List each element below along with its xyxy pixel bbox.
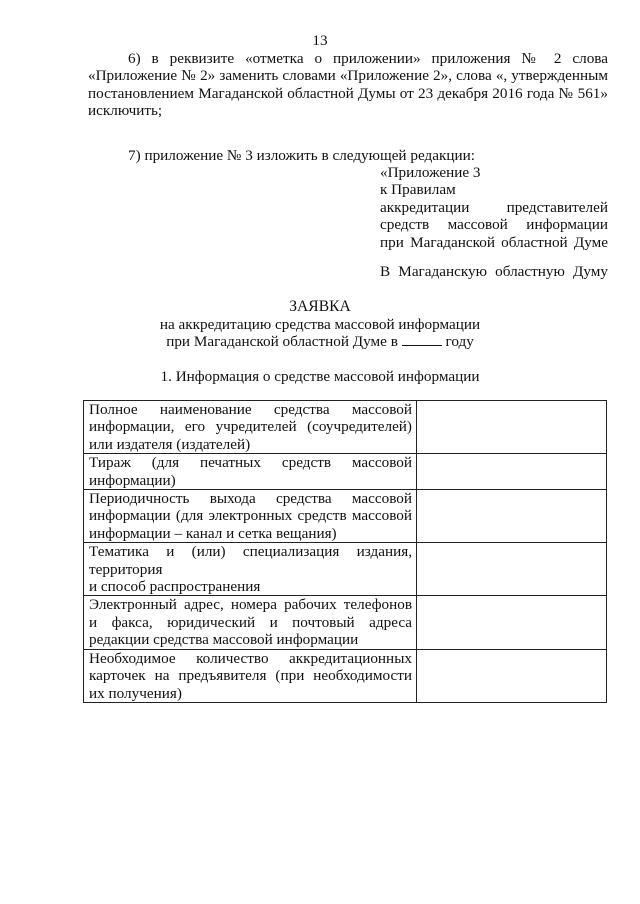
label-line: и факса, юридический и почтовый адреса [89, 613, 412, 631]
subtitle-year-prefix: при Магаданской областной Думе в [166, 333, 398, 350]
row-label [84, 596, 417, 649]
row-value-cell[interactable] [417, 490, 607, 543]
label-line: Тематика и (или) специализация издания, [89, 543, 412, 561]
row-value-cell[interactable] [417, 454, 607, 490]
form-subtitle: на аккредитацию средства массовой информации [159, 316, 481, 333]
row-label [84, 490, 417, 543]
addressee [380, 263, 608, 280]
table-row [84, 649, 607, 702]
appendix-ref-line: средств массовой информации [380, 216, 608, 234]
table-row [84, 596, 607, 649]
label-line: карточек на предъявителя (при необходимости [89, 667, 412, 685]
appendix-ref-line: аккредитации представителей [380, 198, 608, 216]
label-line: редакции средства массовой информации [89, 631, 359, 649]
item-6-line: постановлением Магаданской областной Думы от 23 декабря 2016 года № 561» [88, 84, 608, 102]
label-line: информации – канал и сетка вещания) [89, 524, 337, 542]
label-line: территория [89, 560, 163, 578]
addressee-text: В Магаданскую областную Думу [380, 263, 608, 280]
form-title: ЗАЯВКА [289, 298, 351, 315]
label-line: Периодичность выхода средства массовой [89, 490, 412, 508]
item-6-paragraph [88, 50, 608, 120]
label-line: информации) [89, 471, 176, 489]
label-line: информации (для электронных средств массовой [89, 507, 412, 525]
item-6-line: исключить; [88, 102, 163, 120]
table-row [84, 454, 607, 490]
label-line: и способ распространения [89, 578, 261, 596]
row-value-cell[interactable] [417, 401, 607, 454]
row-label [84, 401, 417, 454]
appendix-ref-line: к Правилам [380, 181, 456, 199]
item-7-paragraph: 7) приложение № 3 изложить в следующей редакции: [128, 147, 475, 164]
row-label [84, 543, 417, 596]
section-1-heading: 1. Информация о средстве массовой информации [160, 368, 480, 385]
label-line: их получения) [89, 684, 182, 702]
year-blank[interactable] [402, 333, 442, 346]
row-label [84, 649, 417, 702]
table-row [84, 490, 607, 543]
table-row [84, 401, 607, 454]
item-6-line: 6) в реквизите «отметка о приложении» приложения № 2 слова [128, 50, 608, 67]
row-value-cell[interactable] [417, 649, 607, 702]
row-value-cell[interactable] [417, 543, 607, 596]
label-line: Необходимое количество аккредитационных [89, 649, 412, 667]
appendix-ref-line: при Магаданской областной Думе [380, 233, 608, 251]
item-6-line: «Приложение № 2» заменить словами «Приложение 2», слова «, утвержденным [88, 67, 608, 85]
subtitle-year-suffix: году [445, 333, 474, 350]
table-row [84, 543, 607, 596]
label-line: Тираж (для печатных средств массовой [89, 454, 412, 472]
label-line: или издателя (издателей) [89, 435, 251, 453]
row-value-cell[interactable] [417, 596, 607, 649]
label-line: Электронный адрес, номера рабочих телефонов [89, 596, 412, 614]
label-line: информации, его учредителей (соучредителей) [89, 418, 412, 436]
appendix-ref-line: «Приложение 3 [380, 164, 481, 181]
row-label [84, 454, 417, 490]
label-line: Полное наименование средства массовой [89, 401, 412, 418]
appendix-reference [380, 164, 608, 251]
page-number: 13 [312, 32, 328, 49]
media-info-table [83, 400, 607, 703]
form-subtitle-year-line [0, 333, 640, 350]
